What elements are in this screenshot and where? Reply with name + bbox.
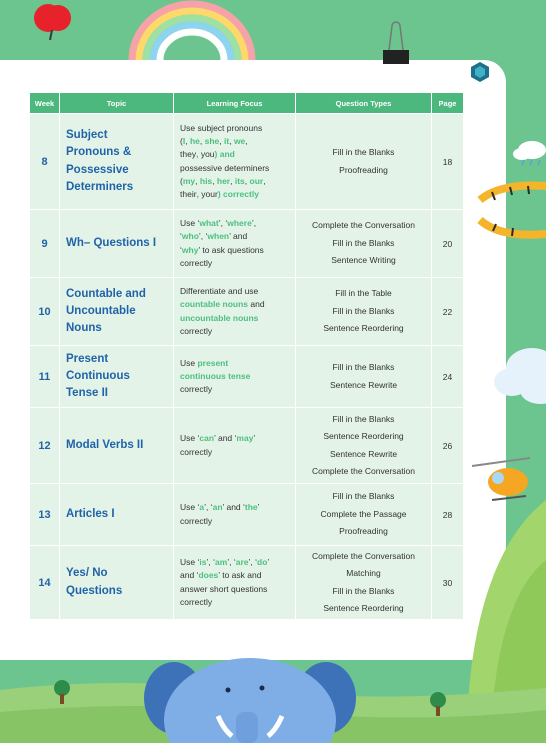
focus-line: countable nouns and [180, 299, 265, 310]
focus-line: ‘who’, ‘when’ and [180, 231, 248, 242]
focus-line: correctly [180, 515, 213, 526]
learning-focus [174, 210, 296, 278]
focus-line: Differentiate and use [180, 286, 259, 297]
topic-line: Pronouns & [66, 146, 132, 159]
topic-line: Determiners [66, 180, 134, 193]
question-type: Fill in the Blanks [332, 413, 395, 424]
focus-line: their, your) correctly [180, 188, 259, 199]
question-types [296, 278, 432, 346]
topic-line: Modal Verbs II [66, 438, 144, 451]
week-number: 9 [30, 210, 60, 278]
topic-title [60, 346, 174, 408]
focus-line: (my, his, her, its, our, [180, 175, 266, 186]
topic-line: Countable and [66, 287, 146, 300]
highlight-keyword: when [207, 231, 230, 242]
binder-clip-icon [383, 22, 409, 64]
question-type: Sentence Reordering [323, 602, 404, 613]
question-types [296, 346, 432, 408]
focus-line: possessive determiners [180, 162, 270, 173]
table-row [30, 346, 464, 408]
highlight-keyword: countable nouns [180, 299, 248, 310]
week-number: 11 [30, 346, 60, 408]
header-week: Week [30, 93, 60, 114]
elephant-icon [144, 658, 356, 743]
focus-line: answer short questions [180, 583, 268, 594]
highlight-keyword: , [196, 149, 201, 160]
highlight-keyword: why [181, 244, 199, 255]
focus-line: correctly [180, 596, 213, 607]
highlight-keyword: her [216, 175, 231, 186]
question-types [296, 114, 432, 210]
highlight-keyword: my [182, 175, 196, 186]
highlight-keyword: he [189, 136, 200, 147]
table-header-row [30, 93, 464, 114]
topic-line: Wh– Questions I [66, 236, 157, 249]
table-row [30, 114, 464, 210]
topic-title [60, 278, 174, 346]
highlight-keyword: we [233, 136, 246, 147]
header-question-types: Question Types [296, 93, 432, 114]
header-topic: Topic [60, 93, 174, 114]
highlight-keyword: who [181, 231, 199, 242]
topic-title [60, 408, 174, 484]
cloud-icon [513, 141, 546, 165]
page-number: 20 [432, 210, 464, 278]
page-number: 26 [432, 408, 464, 484]
highlight-keyword: uncountable nouns [180, 312, 259, 323]
highlight-keyword: a [199, 502, 205, 513]
question-type: Proofreading [339, 164, 388, 175]
learning-focus [174, 484, 296, 546]
learning-focus [174, 114, 296, 210]
question-types [296, 408, 432, 484]
question-type: Fill in the Blanks [332, 491, 395, 502]
question-type: Sentence Rewrite [329, 379, 398, 390]
highlight-keyword: do [257, 557, 268, 568]
learning-focus [174, 408, 296, 484]
focus-line: (I, he, she, it, we, [180, 136, 248, 147]
topic-line: Tense II [66, 387, 108, 400]
focus-line: correctly [180, 257, 213, 268]
topic-title [60, 114, 174, 210]
question-type: Complete the Conversation [311, 550, 415, 561]
topic-title [60, 546, 174, 620]
question-type: Fill in the Blanks [332, 237, 395, 248]
highlight-keyword: the [244, 502, 258, 513]
focus-line: ‘why’ to ask questions [180, 244, 264, 255]
focus-line [180, 370, 289, 383]
header-page: Page [432, 93, 464, 114]
page-number: 22 [432, 278, 464, 346]
question-type: Fill in the Blanks [332, 585, 395, 596]
table-row [30, 546, 464, 620]
highlight-keyword: it [224, 136, 230, 147]
week-number: 10 [30, 278, 60, 346]
question-types [296, 484, 432, 546]
topic-line: Nouns [66, 322, 102, 335]
focus-line: Use subject pronouns [180, 122, 263, 133]
topic-line: Subject [66, 129, 108, 141]
highlight-keyword: where [227, 218, 252, 229]
rainbow-icon [132, 4, 252, 60]
learning-focus [174, 278, 296, 346]
highlight-keyword: , [196, 188, 202, 199]
table-row [30, 484, 464, 546]
header-learning-focus: Learning Focus [174, 93, 296, 114]
topic-line: Possessive [66, 163, 129, 176]
question-type: Sentence Reordering [323, 431, 404, 442]
question-type: Matching [346, 568, 381, 579]
topic-line: Yes/ No [66, 567, 108, 580]
question-type: Fill in the Table [335, 288, 392, 299]
page-number: 24 [432, 346, 464, 408]
highlight-keyword: an [212, 502, 223, 513]
focus-line: Use ‘can’ and ‘may’ [180, 433, 256, 444]
focus-line: Use ‘a’, ‘an’ and ‘the’ [180, 502, 260, 513]
page-number: 28 [432, 484, 464, 546]
question-type: Complete the Conversation [311, 220, 415, 231]
highlight-keyword: may [236, 433, 254, 444]
table-row [30, 278, 464, 346]
focus-line: and ‘does’ to ask and [180, 570, 262, 581]
topic-line: Present [66, 352, 109, 365]
highlight-keyword: does [198, 570, 219, 581]
focus-line: correctly [180, 325, 213, 336]
table-row [30, 210, 464, 278]
topic-line: Questions [66, 584, 123, 597]
highlight-keyword: can [199, 433, 215, 444]
topic-title [60, 484, 174, 546]
topic-line: Articles I [66, 507, 115, 520]
question-type: Complete the Conversation [311, 465, 415, 476]
page-number: 18 [432, 114, 464, 210]
highlight-keyword: his [199, 175, 213, 186]
highlight-keyword: present [197, 357, 229, 368]
question-type: Proofreading [339, 526, 388, 537]
focus-line: Use ‘is’, ‘am’, ‘are’, ‘do’ [180, 557, 270, 568]
table-row [30, 408, 464, 484]
question-type: Fill in the Blanks [332, 305, 395, 316]
week-number: 12 [30, 408, 60, 484]
focus-line: Use present [180, 357, 229, 368]
focus-line: correctly [180, 384, 213, 395]
highlight-keyword: I [182, 136, 186, 147]
highlight-keyword: ) correctly [217, 188, 259, 199]
learning-focus [174, 346, 296, 408]
highlight-keyword: what [199, 218, 219, 229]
focus-line [180, 312, 289, 325]
question-type: Sentence Reordering [323, 323, 404, 334]
focus-line: they, you) and [180, 149, 235, 160]
apple-icon [34, 4, 71, 40]
week-number: 8 [30, 114, 60, 210]
question-type: Sentence Rewrite [329, 448, 398, 459]
highlight-keyword: its [234, 175, 245, 186]
question-type: Sentence Writing [331, 255, 396, 266]
week-number: 13 [30, 484, 60, 546]
topic-line: Continuous [66, 369, 130, 382]
question-type: Complete the Passage [320, 508, 407, 519]
highlight-keyword: our [249, 175, 264, 186]
question-type: Fill in the Blanks [332, 147, 395, 158]
focus-line: correctly [180, 446, 213, 457]
question-types [296, 210, 432, 278]
focus-line: Use ‘what’, ‘where’, [180, 218, 257, 229]
highlight-keyword: am [214, 557, 228, 568]
syllabus-table [29, 92, 464, 620]
question-type: Fill in the Blanks [332, 362, 395, 373]
highlight-keyword: ) and [214, 149, 235, 160]
highlight-keyword: is [199, 557, 207, 568]
highlight-keyword: she [204, 136, 220, 147]
learning-focus [174, 546, 296, 620]
question-types [296, 546, 432, 620]
week-number: 14 [30, 546, 60, 620]
highlight-keyword: continuous tense [180, 370, 251, 381]
topic-line: Uncountable [66, 304, 136, 317]
topic-title [60, 210, 174, 278]
highlight-keyword: are [235, 557, 249, 568]
page-number: 30 [432, 546, 464, 620]
